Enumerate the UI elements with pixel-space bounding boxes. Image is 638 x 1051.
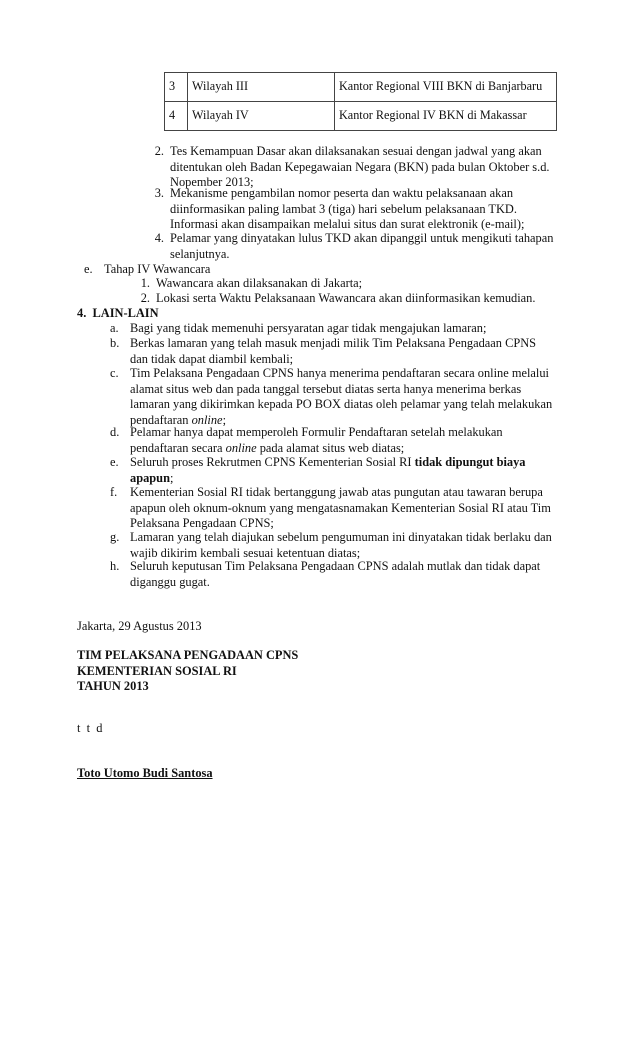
list-label: e.: [110, 455, 119, 469]
signatory-name: Toto Utomo Budi Santosa: [77, 766, 213, 780]
list-item-line: Seluruh keputusan Tim Pelaksana Pengadaan CPNS adalah mutlak dan tidak dapat: [130, 559, 541, 573]
table-cell-region: Wilayah IV: [188, 102, 335, 131]
table-row: [165, 73, 557, 102]
list-item: [130, 455, 526, 486]
organization-line: KEMENTERIAN SOSIAL RI: [77, 663, 237, 678]
table-cell-no: 4: [165, 102, 188, 131]
list-item: Wawancara akan dilaksanakan di Jakarta;: [156, 276, 363, 290]
list-item-line: [130, 471, 526, 487]
text-run: pendaftaran: [130, 412, 192, 427]
list-number: 4.: [154, 231, 164, 245]
table-row: [165, 102, 557, 131]
italic-text: online: [191, 412, 223, 427]
list-item-line: Kementerian Sosial RI tidak bertanggung jawab atas pungutan atau tawaran berupa: [130, 485, 543, 499]
list-number: 1.: [140, 276, 150, 290]
list-item-line: selanjutnya.: [170, 246, 230, 261]
list-number: 2.: [154, 144, 164, 158]
list-label: b.: [110, 336, 120, 350]
list-item-line: Tim Pelaksana Pengadaan CPNS hanya menerima pendaftaran secara online melalui: [130, 366, 549, 380]
list-item-line: Mekanisme pengambilan nomor peserta dan waktu pelaksanaan akan: [170, 186, 514, 200]
section-heading: 4. LAIN-LAIN: [77, 306, 159, 320]
list-item: [130, 425, 503, 456]
table-cell-no: 3: [165, 73, 188, 102]
list-item-line: alamat situs web dan pada tanggal tersebut diatas serta hanya menerima berkas: [130, 381, 522, 396]
table-cell-office: Kantor Regional IV BKN di Makassar: [335, 102, 557, 131]
list-item-line: Pelaksana Pengadaan CPNS;: [130, 516, 274, 531]
table-cell-office: Kantor Regional VIII BKN di Banjarbaru: [335, 73, 557, 102]
organization-block: [77, 648, 298, 695]
list-label: c.: [110, 366, 119, 380]
list-label: g.: [110, 530, 120, 544]
list-number: 2.: [140, 291, 150, 305]
list-item-line: diganggu gugat.: [130, 574, 210, 589]
list-label: a.: [110, 321, 119, 335]
bold-text: tidak dipungut biaya: [414, 455, 526, 469]
list-item: [130, 530, 552, 561]
list-number: 3.: [154, 186, 164, 200]
text-run: ;: [222, 412, 227, 427]
list-label: d.: [110, 425, 120, 439]
list-item-line: wajib dikirim kembali sesuai ketentuan diatas;: [130, 545, 361, 560]
table-cell-region: Wilayah III: [188, 73, 335, 102]
list-item: [170, 186, 524, 233]
list-item: [130, 366, 552, 428]
list-item-line: Tes Kemampuan Dasar akan dilaksanakan sesuai dengan jadwal yang akan: [170, 144, 542, 158]
list-item-line: Pelamar hanya dapat memperoleh Formulir Pendaftaran setelah melakukan: [130, 425, 503, 439]
place-date: Jakarta, 29 Agustus 2013: [77, 619, 202, 633]
list-item: [130, 336, 536, 367]
list-label: h.: [110, 559, 120, 573]
text-run: ;: [169, 470, 174, 485]
organization-line: TIM PELAKSANA PENGADAAN CPNS: [77, 648, 299, 662]
list-item-line: Nopember 2013;: [170, 175, 254, 190]
list-item-line: ditentukan oleh Badan Kepegawaian Negara (BKN) pada bulan Oktober s.d.: [170, 159, 550, 174]
region-table: [164, 72, 557, 131]
text-run: pendaftaran secara: [130, 440, 226, 455]
list-item: [170, 231, 553, 262]
bold-text: apapun: [130, 470, 170, 485]
list-item-line: [130, 455, 526, 471]
ttd-mark: t t d: [77, 721, 103, 735]
list-item-line: Informasi akan disampaikan melalui situs dan surat elektronik (e-mail);: [170, 217, 525, 232]
list-item-line: diinformasikan paling lambat 3 (tiga) hari sebelum pelaksanaan TKD.: [170, 201, 517, 216]
list-item-line: Lamaran yang telah diajukan sebelum pengumuman ini dinyatakan tidak berlaku dan: [130, 530, 552, 544]
list-item-line: lamaran yang dikirimkan kepada PO BOX diatas oleh pelamar yang telah melakukan: [130, 397, 553, 412]
list-item-line: [130, 441, 503, 457]
list-item: Lokasi serta Waktu Pelaksanaan Wawancara akan diinformasikan kemudian.: [156, 291, 536, 305]
list-item-line: Pelamar yang dinyatakan lulus TKD akan dipanggil untuk mengikuti tahapan: [170, 231, 554, 245]
section-label: e.: [84, 262, 93, 276]
section-title: Tahap IV Wawancara: [104, 262, 211, 276]
list-item-line: dan tidak dapat diambil kembali;: [130, 351, 294, 366]
list-item: [170, 144, 550, 191]
text-run: pada alamat situs web diatas;: [256, 440, 405, 455]
list-item: [130, 559, 540, 590]
organization-line: TAHUN 2013: [77, 679, 149, 694]
list-item-line: apapun oleh oknum-oknum yang mengatasnamakan Kementerian Sosial RI atau Tim: [130, 500, 551, 515]
list-item-line: Berkas lamaran yang telah masuk menjadi milik Tim Pelaksana Pengadaan CPNS: [130, 336, 537, 350]
list-label: f.: [110, 485, 118, 499]
list-item: [130, 485, 551, 532]
text-run: Seluruh proses Rekrutmen CPNS Kementerian Sosial RI: [130, 455, 415, 469]
list-item: Bagi yang tidak memenuhi persyaratan agar tidak mengajukan lamaran;: [130, 321, 487, 335]
italic-text: online: [225, 440, 257, 455]
